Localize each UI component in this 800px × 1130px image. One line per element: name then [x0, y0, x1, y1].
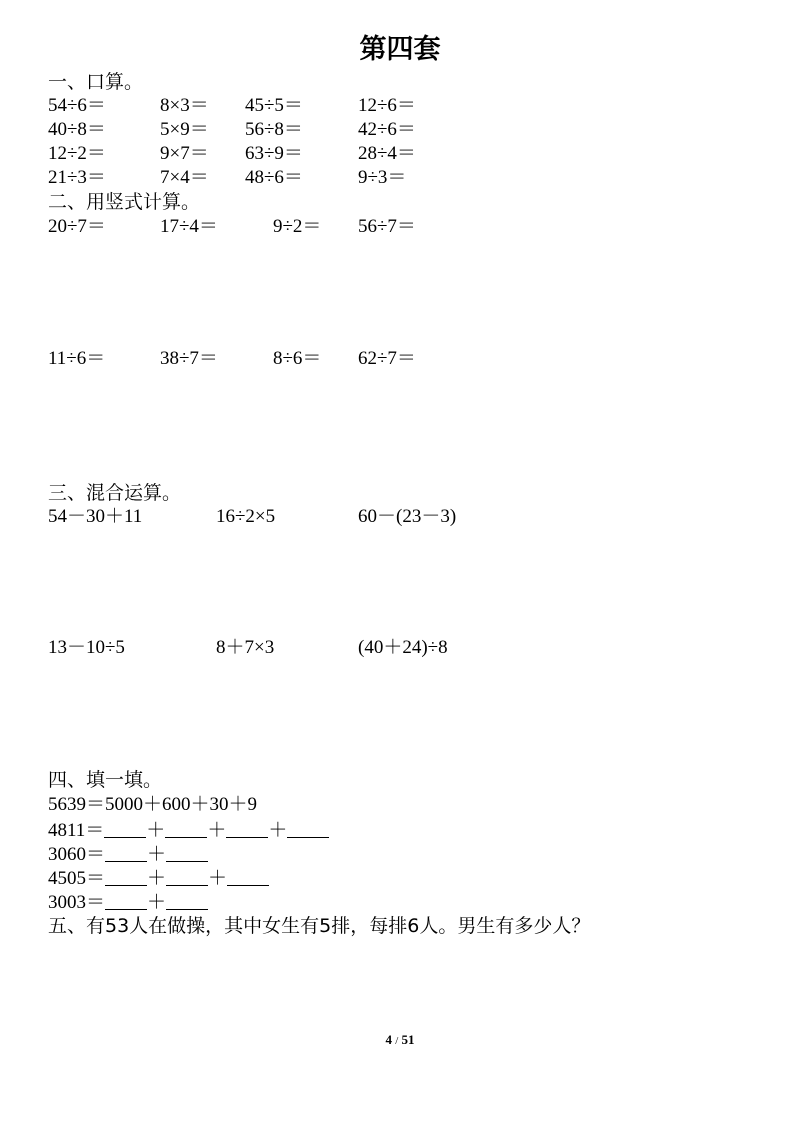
vertical-calc-item: 9÷2＝	[273, 216, 322, 237]
answer-blank[interactable]	[227, 866, 269, 886]
answer-blank[interactable]	[105, 842, 147, 862]
oral-calc-item: 28÷4＝	[358, 143, 416, 164]
oral-calc-item: 5×9＝	[160, 119, 209, 140]
oral-calc-item: 63÷9＝	[245, 143, 303, 164]
vertical-calc-item: 8÷6＝	[273, 348, 322, 369]
section-1-heading: 一、口算。	[48, 71, 144, 93]
answer-blank[interactable]	[105, 866, 147, 886]
vertical-calc-item: 11÷6＝	[48, 348, 106, 369]
fill-line	[48, 890, 208, 915]
fill-line	[48, 842, 208, 867]
answer-blank[interactable]	[287, 818, 329, 838]
oral-calc-item: 42÷6＝	[358, 119, 416, 140]
total-pages: 51	[401, 1032, 415, 1047]
answer-blank[interactable]	[165, 818, 207, 838]
mixed-calc-item: 13－10÷5	[48, 637, 125, 658]
vertical-calc-item: 20÷7＝	[48, 216, 106, 237]
answer-blank[interactable]	[166, 890, 208, 910]
vertical-calc-item: 56÷7＝	[358, 216, 416, 237]
vertical-calc-item: 62÷7＝	[358, 348, 416, 369]
section-5-word-problem: 五、有53人在做操，其中女生有5排，每排6人。男生有多少人？	[48, 915, 591, 937]
vertical-calc-item: 38÷7＝	[160, 348, 218, 369]
fill-line	[48, 818, 329, 843]
answer-blank[interactable]	[105, 890, 147, 910]
plus-sign: ＋	[147, 844, 167, 865]
section-2-heading: 二、用竖式计算。	[48, 191, 201, 213]
answer-blank[interactable]	[104, 818, 146, 838]
oral-calc-item: 12÷2＝	[48, 143, 106, 164]
answer-blank[interactable]	[166, 842, 208, 862]
page-separator: /	[395, 1035, 399, 1047]
oral-calc-item: 9÷3＝	[358, 167, 407, 188]
plus-sign: ＋	[207, 820, 227, 841]
fill-example-text: 5639＝5000＋600＋30＋9	[48, 794, 258, 815]
mixed-calc-item: (40＋24)÷8	[358, 637, 448, 658]
plus-sign: ＋	[147, 892, 167, 913]
mixed-calc-item: 8＋7×3	[216, 637, 275, 658]
answer-blank[interactable]	[166, 866, 208, 886]
mixed-calc-item: 60－(23－3)	[358, 506, 457, 527]
page-title: 第四套	[359, 34, 441, 65]
oral-calc-item: 9×7＝	[160, 143, 209, 164]
oral-calc-item: 21÷3＝	[48, 167, 106, 188]
oral-calc-item: 8×3＝	[160, 95, 209, 116]
fill-number: 3060＝	[48, 844, 106, 865]
plus-sign: ＋	[147, 868, 167, 889]
page-number	[0, 1032, 800, 1048]
oral-calc-item: 48÷6＝	[245, 167, 303, 188]
current-page: 4	[385, 1032, 392, 1047]
section-4-heading: 四、填一填。	[48, 769, 163, 791]
fill-number: 4505＝	[48, 868, 106, 889]
fill-example-line	[48, 793, 257, 817]
vertical-calc-item: 17÷4＝	[160, 216, 218, 237]
oral-calc-item: 56÷8＝	[245, 119, 303, 140]
plus-sign: ＋	[208, 868, 228, 889]
fill-number: 4811＝	[48, 820, 105, 841]
section-3-heading: 三、混合运算。	[48, 482, 182, 504]
mixed-calc-item: 54－30＋11	[48, 506, 143, 527]
plus-sign: ＋	[146, 820, 166, 841]
oral-calc-item: 7×4＝	[160, 167, 209, 188]
oral-calc-item: 45÷5＝	[245, 95, 303, 116]
oral-calc-item: 40÷8＝	[48, 119, 106, 140]
plus-sign: ＋	[268, 820, 288, 841]
oral-calc-item: 54÷6＝	[48, 95, 106, 116]
answer-blank[interactable]	[226, 818, 268, 838]
oral-calc-item: 12÷6＝	[358, 95, 416, 116]
fill-number: 3003＝	[48, 892, 106, 913]
fill-line	[48, 866, 269, 891]
mixed-calc-item: 16÷2×5	[216, 506, 276, 527]
